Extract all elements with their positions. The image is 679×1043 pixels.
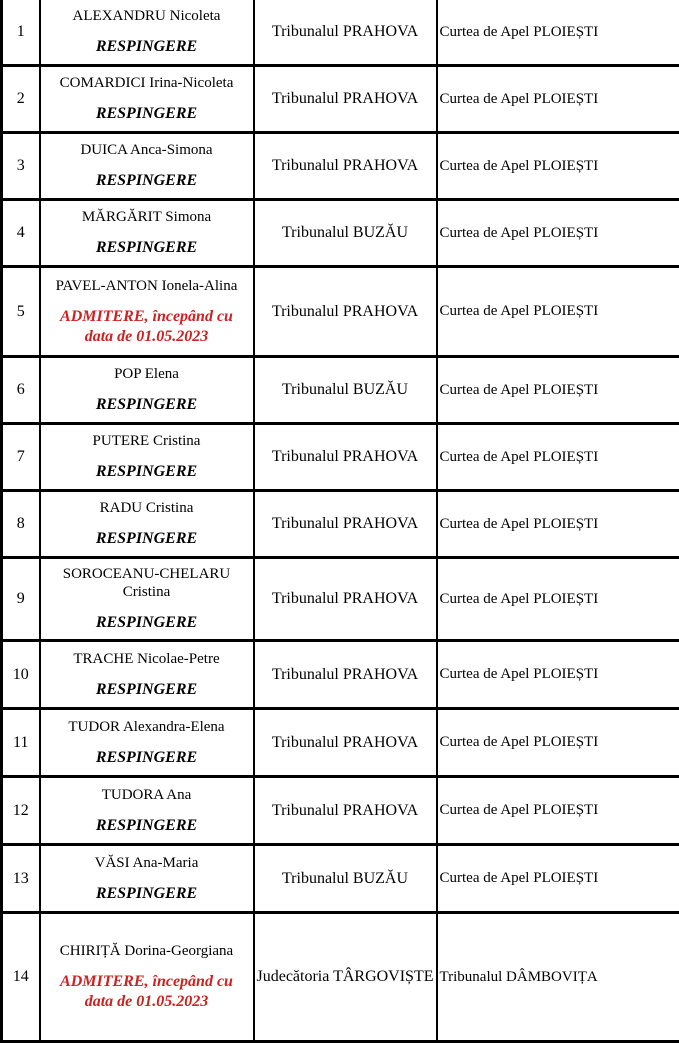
tribunal-cell [254, 491, 437, 558]
decision-text: RESPINGERE [49, 529, 245, 549]
tribunal-name: Tribunalul BUZĂU [282, 870, 408, 887]
row-number-cell [2, 709, 40, 777]
candidate-cell [40, 641, 254, 709]
tribunal-name: Tribunalul PRAHOVA [272, 666, 418, 683]
appeal-court-name: Curtea de Apel PLOIEȘTI [440, 382, 599, 398]
candidate-name: PUTERE Cristina [49, 432, 245, 450]
tribunal-name: Tribunalul PRAHOVA [272, 157, 418, 174]
tribunal-name: Tribunalul PRAHOVA [272, 23, 418, 40]
row-number-cell [2, 777, 40, 845]
table-row [2, 66, 679, 133]
row-number: 7 [17, 448, 25, 465]
tribunal-name: Tribunalul PRAHOVA [272, 303, 418, 320]
appeal-court-cell [437, 267, 679, 357]
candidate-name: TRACHE Nicolae-Petre [49, 650, 245, 668]
appeal-court-name: Curtea de Apel PLOIEȘTI [440, 666, 599, 682]
candidate-cell [40, 913, 254, 1042]
tribunal-name: Tribunalul PRAHOVA [272, 515, 418, 532]
appeal-court-name: Curtea de Apel PLOIEȘTI [440, 870, 599, 886]
appeal-court-cell [437, 0, 679, 66]
tribunal-name: Tribunalul PRAHOVA [272, 590, 418, 607]
appeal-court-cell [437, 424, 679, 491]
appeal-court-name: Curtea de Apel PLOIEȘTI [440, 158, 599, 174]
appeal-court-name: Curtea de Apel PLOIEȘTI [440, 734, 599, 750]
row-number: 3 [17, 157, 25, 174]
row-number-cell [2, 845, 40, 913]
decision-text: RESPINGERE [49, 171, 245, 191]
row-number-cell [2, 0, 40, 66]
table-row [2, 777, 679, 845]
table-row [2, 558, 679, 641]
tribunal-cell [254, 267, 437, 357]
candidate-cell [40, 777, 254, 845]
decision-text: ADMITERE, începând cu data de 01.05.2023 [49, 972, 245, 1012]
appeal-court-cell [437, 491, 679, 558]
candidate-cell [40, 267, 254, 357]
row-number: 2 [17, 90, 25, 107]
decision-text: RESPINGERE [49, 395, 245, 415]
tribunal-name: Tribunalul PRAHOVA [272, 90, 418, 107]
candidate-name: VĂSI Ana-Maria [49, 854, 245, 872]
appeal-court-cell [437, 777, 679, 845]
candidate-cell [40, 491, 254, 558]
tribunal-name: Tribunalul PRAHOVA [272, 734, 418, 751]
candidate-name: DUICA Anca-Simona [49, 141, 245, 159]
row-number: 12 [13, 802, 29, 819]
tribunal-cell [254, 845, 437, 913]
appeal-court-name: Curtea de Apel PLOIEȘTI [440, 303, 599, 319]
row-number-cell [2, 558, 40, 641]
candidate-cell [40, 66, 254, 133]
row-number: 4 [17, 224, 25, 241]
candidate-cell [40, 845, 254, 913]
decision-text: RESPINGERE [49, 680, 245, 700]
tribunal-cell [254, 357, 437, 424]
appeal-court-name: Tribunalul DÂMBOVIȚA [440, 969, 598, 985]
row-number: 11 [13, 734, 28, 751]
table-row [2, 357, 679, 424]
tribunal-name: Judecătoria TÂRGOVIȘTE [257, 968, 434, 985]
appeal-court-cell [437, 200, 679, 267]
decision-text: RESPINGERE [49, 816, 245, 836]
row-number-cell [2, 913, 40, 1042]
row-number-cell [2, 424, 40, 491]
row-number-cell [2, 491, 40, 558]
candidate-name: ALEXANDRU Nicoleta [49, 7, 245, 25]
tribunal-cell [254, 913, 437, 1042]
row-number: 6 [17, 381, 25, 398]
decision-text: RESPINGERE [49, 37, 245, 57]
row-number: 10 [13, 666, 29, 683]
appeal-court-name: Curtea de Apel PLOIEȘTI [440, 802, 599, 818]
candidate-cell [40, 424, 254, 491]
row-number-cell [2, 200, 40, 267]
candidate-name: COMARDICI Irina-Nicoleta [49, 74, 245, 92]
candidate-name: PAVEL-ANTON Ionela-Alina [49, 277, 245, 295]
table-row [2, 641, 679, 709]
candidate-name: MĂRGĂRIT Simona [49, 208, 245, 226]
table-row [2, 424, 679, 491]
tribunal-cell [254, 709, 437, 777]
results-table-body [2, 0, 679, 1042]
appeal-court-name: Curtea de Apel PLOIEȘTI [440, 24, 599, 40]
table-row [2, 200, 679, 267]
appeal-court-cell [437, 133, 679, 200]
table-row [2, 709, 679, 777]
appeal-court-cell [437, 357, 679, 424]
row-number: 13 [13, 870, 29, 887]
decision-text: RESPINGERE [49, 462, 245, 482]
candidate-name: TUDOR Alexandra-Elena [49, 718, 245, 736]
appeal-court-cell [437, 66, 679, 133]
appeal-court-name: Curtea de Apel PLOIEȘTI [440, 225, 599, 241]
decision-text: RESPINGERE [49, 748, 245, 768]
tribunal-name: Tribunalul BUZĂU [282, 381, 408, 398]
row-number-cell [2, 357, 40, 424]
row-number-cell [2, 641, 40, 709]
decision-text: RESPINGERE [49, 613, 245, 633]
row-number: 1 [17, 23, 25, 40]
tribunal-cell [254, 558, 437, 641]
row-number-cell [2, 267, 40, 357]
appeal-court-cell [437, 913, 679, 1042]
appeal-court-cell [437, 641, 679, 709]
candidate-name: TUDORA Ana [49, 786, 245, 804]
appeal-court-cell [437, 845, 679, 913]
table-row [2, 267, 679, 357]
candidate-cell [40, 558, 254, 641]
tribunal-cell [254, 641, 437, 709]
appeal-court-cell [437, 558, 679, 641]
tribunal-cell [254, 200, 437, 267]
table-row [2, 845, 679, 913]
tribunal-cell [254, 777, 437, 845]
row-number: 5 [17, 303, 25, 320]
candidate-cell [40, 200, 254, 267]
row-number-cell [2, 66, 40, 133]
decision-text: RESPINGERE [49, 884, 245, 904]
tribunal-name: Tribunalul BUZĂU [282, 224, 408, 241]
candidate-name: CHIRIȚĂ Dorina-Georgiana [49, 942, 245, 960]
row-number: 9 [17, 590, 25, 607]
candidate-name: RADU Cristina [49, 499, 245, 517]
candidate-cell [40, 709, 254, 777]
candidate-cell [40, 0, 254, 66]
table-row [2, 491, 679, 558]
row-number-cell [2, 133, 40, 200]
candidate-cell [40, 357, 254, 424]
tribunal-cell [254, 66, 437, 133]
decision-text: RESPINGERE [49, 238, 245, 258]
candidate-cell [40, 133, 254, 200]
appeal-court-name: Curtea de Apel PLOIEȘTI [440, 516, 599, 532]
appeal-court-name: Curtea de Apel PLOIEȘTI [440, 449, 599, 465]
tribunal-cell [254, 424, 437, 491]
tribunal-cell [254, 0, 437, 66]
table-row [2, 0, 679, 66]
decision-text: RESPINGERE [49, 104, 245, 124]
tribunal-name: Tribunalul PRAHOVA [272, 448, 418, 465]
candidate-name: POP Elena [49, 365, 245, 383]
appeal-court-cell [437, 709, 679, 777]
row-number: 8 [17, 515, 25, 532]
row-number: 14 [13, 968, 29, 985]
table-row [2, 133, 679, 200]
tribunal-cell [254, 133, 437, 200]
appeal-court-name: Curtea de Apel PLOIEȘTI [440, 591, 599, 607]
appeal-court-name: Curtea de Apel PLOIEȘTI [440, 91, 599, 107]
decision-text: ADMITERE, începând cu data de 01.05.2023 [49, 307, 245, 347]
tribunal-name: Tribunalul PRAHOVA [272, 802, 418, 819]
candidate-name: SOROCEANU-CHELARU Cristina [49, 565, 245, 601]
table-row [2, 913, 679, 1042]
